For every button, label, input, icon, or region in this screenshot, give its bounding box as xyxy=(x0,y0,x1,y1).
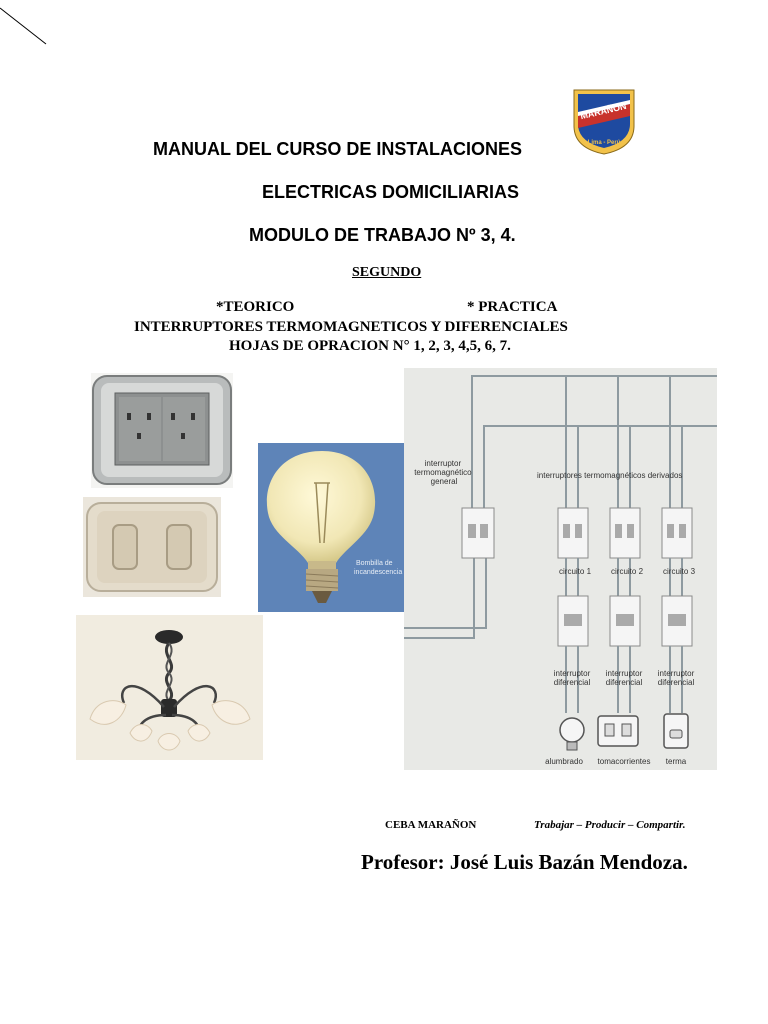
switch-plate-image xyxy=(83,497,221,597)
title-line-2: ELECTRICAS DOMICILIARIAS xyxy=(262,182,520,202)
outlet-plate-image xyxy=(91,373,233,488)
svg-text:interruptordiferencial: interruptor diferencial xyxy=(553,669,591,687)
light-bulb-image xyxy=(258,443,404,612)
school-logo xyxy=(570,86,638,156)
general-label: interruptor xyxy=(424,459,462,468)
load-lighting-label: alumbrado xyxy=(545,757,583,766)
logo-top-text: MARAÑON xyxy=(579,100,628,122)
circuit-3-label: circuito 3 xyxy=(663,567,696,576)
derived-label: interruptores termomagnéticos derivados xyxy=(537,471,683,480)
circuit-2-label: circuito 2 xyxy=(611,567,644,576)
subject-label: INTERRUPTORES TERMOMAGNETICOS Y DIFERENCIALES xyxy=(134,319,568,335)
sheets-label: HOJAS DE OPRACION N° 1, 2, 3, 4,5, 6, 7. xyxy=(229,338,511,354)
wiring-diagram xyxy=(404,368,717,770)
level-label: SEGUNDO xyxy=(352,265,422,280)
svg-text:interruptordiferencial: interruptor diferencial xyxy=(605,669,643,687)
circuit-1-label: circuito 1 xyxy=(559,567,592,576)
professor-name: Profesor: José Luis Bazán Mendoza. xyxy=(361,850,688,874)
teorico-label: *TEORICO xyxy=(216,299,295,315)
school-name: CEBA MARAÑON xyxy=(385,819,477,831)
load-outlets-label: tomacorrientes xyxy=(597,757,651,766)
svg-text:interruptordiferencial: interruptor diferencial xyxy=(657,669,695,687)
title-line-3: MODULO DE TRABAJO Nº 3, 4. xyxy=(249,225,516,245)
chandelier-image xyxy=(76,615,263,760)
school-motto: Trabajar – Producir – Compartir. xyxy=(534,819,686,831)
load-heater-label: terma xyxy=(665,757,687,766)
corner-line xyxy=(0,0,60,60)
bulb-caption: Bombilla de incandescencia xyxy=(354,560,403,576)
practica-label: * PRACTICA xyxy=(467,299,558,315)
logo-bottom-text: Lima - Perú xyxy=(587,140,621,146)
title-line-1: MANUAL DEL CURSO DE INSTALACIONES xyxy=(153,139,523,159)
svg-text:interruptor termomagnéti: interruptor termomagnético general xyxy=(414,459,472,486)
